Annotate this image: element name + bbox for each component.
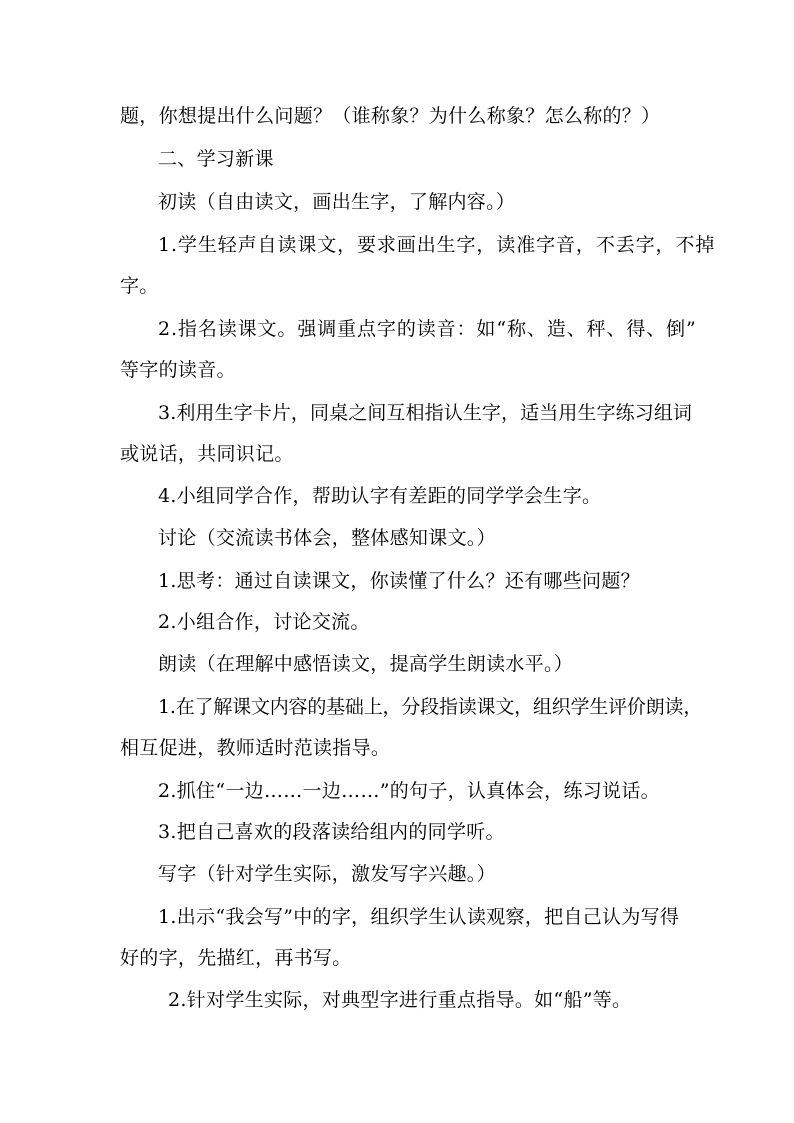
text-line: 2.指名读课文。强调重点字的读音：如“称、造、秤、得、倒” (158, 318, 697, 340)
subheading-writing: 写字（针对学生实际，激发写字兴趣。） (158, 863, 496, 885)
text-line-question-prompt: 题，你想提出什么问题？（谁称象？为什么称象？怎么称的？） (120, 105, 661, 127)
text-line: 等字的读音。 (120, 359, 236, 381)
text-line: 好的字，先描红，再书写。 (120, 947, 352, 969)
text-line: 3.利用生字卡片，同桌之间互相指认生字，适当用生字练习组词 (158, 402, 693, 424)
text-line: 相互促进，教师适时范读指导。 (120, 737, 391, 759)
text-line: 3.把自己喜欢的段落读给组内的同学听。 (158, 821, 505, 843)
text-line: 1.学生轻声自读课文，要求画出生字，读准字音，不丢字，不掉 (158, 234, 716, 256)
text-line: 2.针对学生实际，对典型字进行重点指导。如“船”等。 (168, 989, 632, 1011)
subheading-first-reading: 初读（自由读文，画出生字，了解内容。） (158, 191, 516, 213)
text-line: 1.思考：通过自读课文，你读懂了什么？还有哪些问题？ (158, 570, 640, 592)
text-line: 4.小组同学合作，帮助认字有差距的同学学会生字。 (158, 485, 602, 507)
text-line: 1.在了解课文内容的基础上，分段指读课文，组织学生评价朗读， (158, 696, 703, 718)
text-line: 或说话，共同识记。 (120, 443, 294, 465)
text-line: 1.出示“我会写”中的字，组织学生认读观察，把自己认为写得 (158, 906, 680, 928)
section-heading-new-lesson: 二、学习新课 (158, 148, 274, 170)
text-line: 2.抓住“一边……一边……”的句子，认真体会，练习说话。 (158, 780, 660, 802)
subheading-reading-aloud: 朗读（在理解中感悟读文，提高学生朗读水平。） (158, 653, 574, 675)
subheading-discussion: 讨论（交流读书体会，整体感知课文。） (158, 527, 496, 549)
text-line: 字。 (120, 275, 159, 297)
text-line: 2.小组合作，讨论交流。 (158, 611, 370, 633)
